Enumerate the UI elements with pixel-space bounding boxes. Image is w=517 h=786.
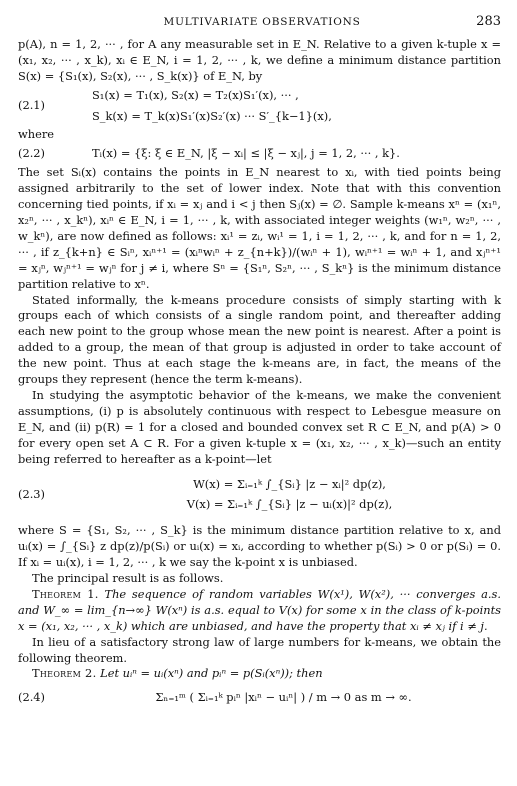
equation-number: (2.1) bbox=[18, 98, 46, 113]
theorem-1 bbox=[18, 587, 501, 635]
equation-line: S₁(x) = T₁(x), S₂(x) = T₂(x)S₁′(x), ··· , bbox=[92, 87, 299, 102]
equation-2-1 bbox=[18, 88, 501, 125]
paragraph-6: The principal result is as follows. bbox=[32, 571, 224, 585]
theorem-2 bbox=[18, 666, 501, 682]
paragraph-3: Stated informally, the k-means procedure consists of simply starting with k groups each of which consists of a single random point, and thereafter adding each new point to the group whose mean the new point is nearest. After a point is added to a group, the mean of that group is adjusted in order to take account of the new point. Thus at each stage the k-means are, in fact, the means of the groups they represent (hence the term k-means). bbox=[18, 292, 501, 387]
theorem-statement: Let uᵢⁿ = uᵢ(xⁿ) and pᵢⁿ = p(Sᵢ(xⁿ)); then bbox=[100, 666, 323, 681]
paragraph-2: The set Sᵢ(x) contains the points in E_N nearest to xᵢ, with tied points being assigned arbitrarily to the set of lower index. Note that with this convention concerning tied points, if xᵢ = xⱼ and i < j then Sⱼ(x) = ∅. Sample k-means xⁿ = (x₁ⁿ, x₂ⁿ, ··· , x_kⁿ), xᵢⁿ ∈ E_N, i = 1, ··· , k, with associated integer weights (w₁ⁿ, w₂ⁿ, ··· , w_kⁿ), are now defined as follows: xᵢ¹ = zᵢ, wᵢ¹ = 1, i = 1, 2, ··· , k, and for n = 1, 2, ··· , if z_{k+n} ∈ Sᵢⁿ, xᵢⁿ⁺¹ = (xᵢⁿwᵢⁿ + z_{n+k})/(wᵢⁿ + 1), wᵢⁿ⁺¹ = wᵢⁿ + 1, and xⱼⁿ⁺¹ = xⱼⁿ, wⱼⁿ⁺¹ = wⱼⁿ for j ≠ i, where Sⁿ = {S₁ⁿ, S₂ⁿ, ··· , S_kⁿ} is the minimum distance partition relative to xⁿ. bbox=[18, 165, 501, 291]
equation-2-4 bbox=[18, 690, 501, 706]
paragraph-4: In studying the asymptotic behavior of the k-means, we make the convenient assumptions, (i) p is absolutely continuous with respect to Lebesgue measure on E_N, and (ii) p(R) = 1 for a closed and bounded convex set R ⊂ E_N, and p(A) > 0 for every open set A ⊂ R. For a given k-tuple x = (x₁, x₂, ··· , x_k)—such an entity being referred to hereafter as a k-point—let bbox=[18, 387, 501, 466]
page-header bbox=[18, 14, 501, 31]
paragraph-5: where S = {S₁, S₂, ··· , S_k} is the minimum distance partition relative to x, and uᵢ(x) = ∫_{Sᵢ} z dp(z)/p(Sᵢ) or uᵢ(x) = xᵢ, according to whether p(Sᵢ) > 0 or p(Sᵢ) = 0. If xᵢ = uᵢ(x), i = 1, 2, ··· , k we say the k-point x is unbiased. bbox=[18, 523, 501, 570]
equation-line: S_k(x) = T_k(x)S₁′(x)S₂′(x) ··· S′_{k−1}(x), bbox=[92, 108, 332, 123]
equation-line: Tᵢ(x) = {ξ: ξ ∈ E_N, |ξ − xᵢ| ≤ |ξ − xⱼ|, j = 1, 2, ··· , k}. bbox=[92, 146, 400, 161]
equation-2-2 bbox=[18, 146, 501, 162]
equation-line: Σₙ₌₁ᵐ ( Σᵢ₌₁ᵏ pᵢⁿ |xᵢⁿ − uᵢⁿ| ) / m → 0 as m → ∞. bbox=[155, 690, 412, 705]
equation-number: (2.4) bbox=[18, 690, 46, 705]
theorem-label: Theorem 2. bbox=[32, 666, 97, 681]
equation-number: (2.3) bbox=[18, 487, 46, 502]
where-label: where bbox=[18, 127, 55, 142]
page-number: 283 bbox=[476, 14, 501, 29]
equation-2-3 bbox=[18, 473, 501, 517]
running-title: MULTIVARIATE OBSERVATIONS bbox=[163, 16, 361, 28]
theorem-statement: The sequence of random variables W(x¹), W(x²), ··· converges a.s. and W_∞ = lim_{n→∞} W(xⁿ) is a.s. equal to V(x) for some x in the class of k-points x = (x₁, x₂, ··· , x_k) which are unbiased, and have the property that xᵢ ≠ xⱼ if i ≠ j. bbox=[18, 586, 502, 633]
equation-number: (2.2) bbox=[18, 146, 46, 161]
theorem-label: Theorem 1. bbox=[32, 586, 99, 601]
paragraph-1: p(A), n = 1, 2, ··· , for A any measurable set in E_N. Relative to a given k-tuple x = (x₁, x₂, ··· , x_k), xᵢ ∈ E_N, i = 1, 2, ··· , k, we define a minimum distance partition S(x) = {S₁(x), S₂(x), ··· , S_k(x)} of E_N, by bbox=[18, 36, 501, 83]
equation-line: W(x) = Σᵢ₌₁ᵏ ∫_{Sᵢ} |z − xᵢ|² dp(z), bbox=[193, 477, 386, 492]
paragraph-7: In lieu of a satisfactory strong law of large numbers for k-means, we obtain the following theorem. bbox=[18, 634, 501, 665]
equation-line: V(x) = Σᵢ₌₁ᵏ ∫_{Sᵢ} |z − uᵢ(x)|² dp(z), bbox=[186, 497, 393, 512]
